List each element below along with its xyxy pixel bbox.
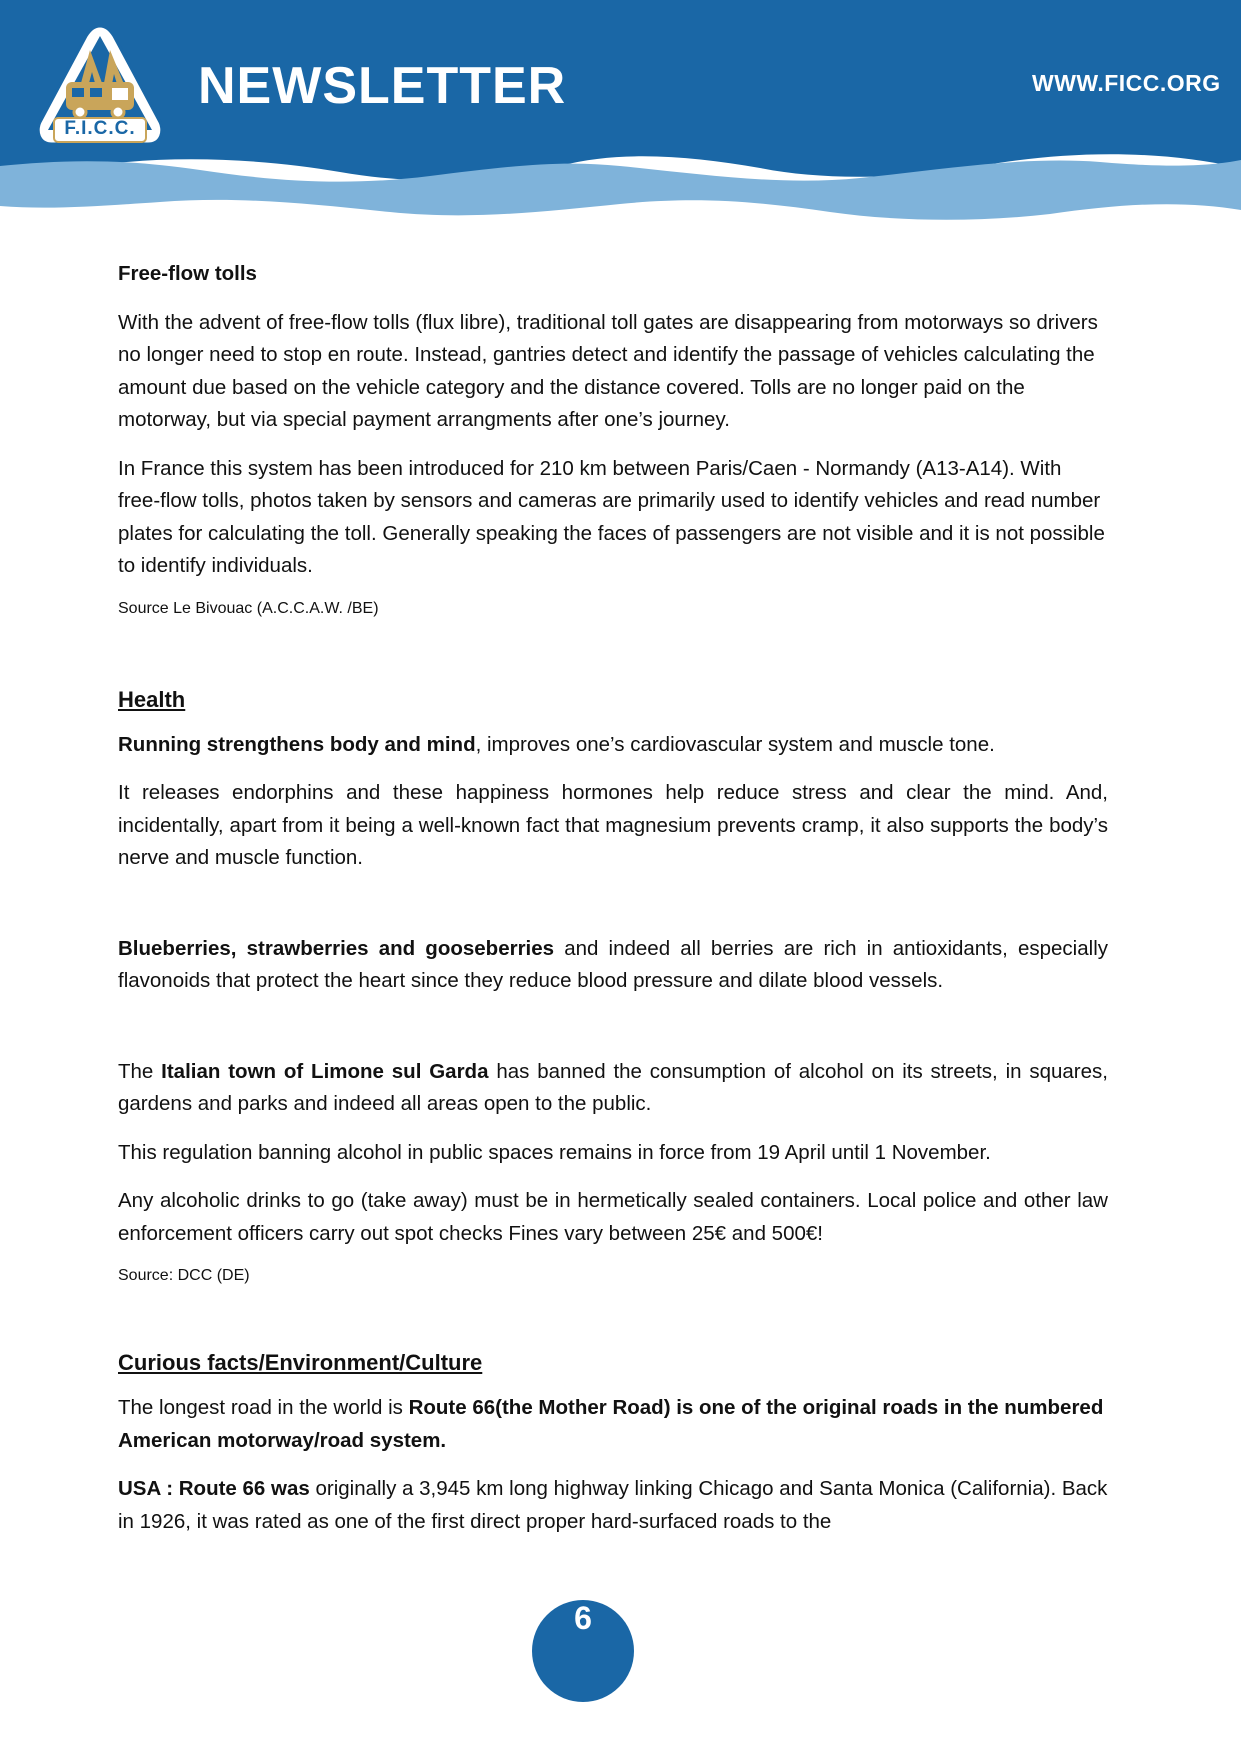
health-section-title: Health [118,686,186,712]
running-paragraph [118,729,1108,762]
tolls-heading: Free-flow tolls [118,262,257,285]
newsletter-title: NEWSLETTER [198,57,567,115]
limone-pre: The [118,1059,162,1083]
page-content [118,258,1108,1538]
endorphins-paragraph: It releases endorphins and these happiness hormones help reduce stress and clear the mind. And, incidentally, apart from it being a well-known fact that magnesium prevents cramp, it also supports the body’s nerve and muscle function. [118,781,1108,869]
berries-rest: and indeed all berries are rich in antioxidants, especially flavonoids that protect the heart since they reduce blood pressure and dilate blood vessels. [118,936,1108,992]
longest-road-paragraph [118,1392,1108,1457]
running-rest: , improves one’s cardiovascular system and muscle tone. [475,732,995,756]
limone-rest: has banned the consumption of alcohol on its streets, in squares, gardens and parks and indeed all areas open to the public. [118,1059,1108,1115]
health-source: Source: DCC (DE) [118,1267,250,1284]
running-bold: Running strengthens body and mind [118,732,476,756]
website-url[interactable]: WWW.FICC.ORG [1032,70,1221,96]
logo-text: F.I.C.C. [64,118,136,139]
header-banner [0,0,1241,230]
drinks-paragraph: Any alcoholic drinks to go (take away) must be in hermetically sealed containers. Local police and other law enforcement officers carry out spot checks Fines vary between 25€ and 500€! [118,1189,1108,1245]
longest-bold: Route 66(the Mother Road) is one of the original roads in the numbered American motorway/road system. [118,1396,1104,1452]
limone-paragraph [118,1056,1108,1121]
tolls-paragraph-2: In France this system has been introduced for 210 km between Paris/Caen - Normandy (A13-A14). With free-flow tolls, photos taken by sensors and cameras are primarily used to identify vehicles and read number plates for calculating the toll. Generally speaking the faces of passengers are not visible and it is not possible to identify individuals. [118,456,1105,577]
header-wave-background [0,0,1241,230]
usa-bold: USA : Route 66 was [118,1477,310,1500]
usa-rest: originally a 3,945 km long highway linking Chicago and Santa Monica (California). Back in 1926, it was rated as one of the first direct proper hard-surfaced roads to the [118,1477,1108,1533]
tolls-source: Source Le Bivouac (A.C.C.A.W. /BE) [118,599,379,617]
tolls-paragraph-1: With the advent of free-flow tolls (flux libre), traditional toll gates are disappearing from motorways so drivers no longer need to stop en route. Instead, gantries detect and identify the passage of vehicles calculating the amount due based on the vehicle category and the distance covered. Tolls are no longer paid on the motorway, but via special payment arrangments after one’s journey. [118,310,1098,431]
limone-bold: Italian town of Limone sul Garda [161,1059,489,1083]
berries-bold: Blueberries, strawberries and gooseberries [118,936,555,960]
longest-pre: The longest road in the world is [118,1396,409,1419]
usa-paragraph [118,1473,1108,1538]
berries-paragraph [118,933,1108,998]
regulation-paragraph: This regulation banning alcohol in public spaces remains in force from 19 April until 1 November. [118,1140,991,1164]
curious-section-title: Curious facts/Environment/Culture [118,1350,483,1375]
ficc-logo [30,22,170,150]
page-number: 6 [532,1600,634,1702]
